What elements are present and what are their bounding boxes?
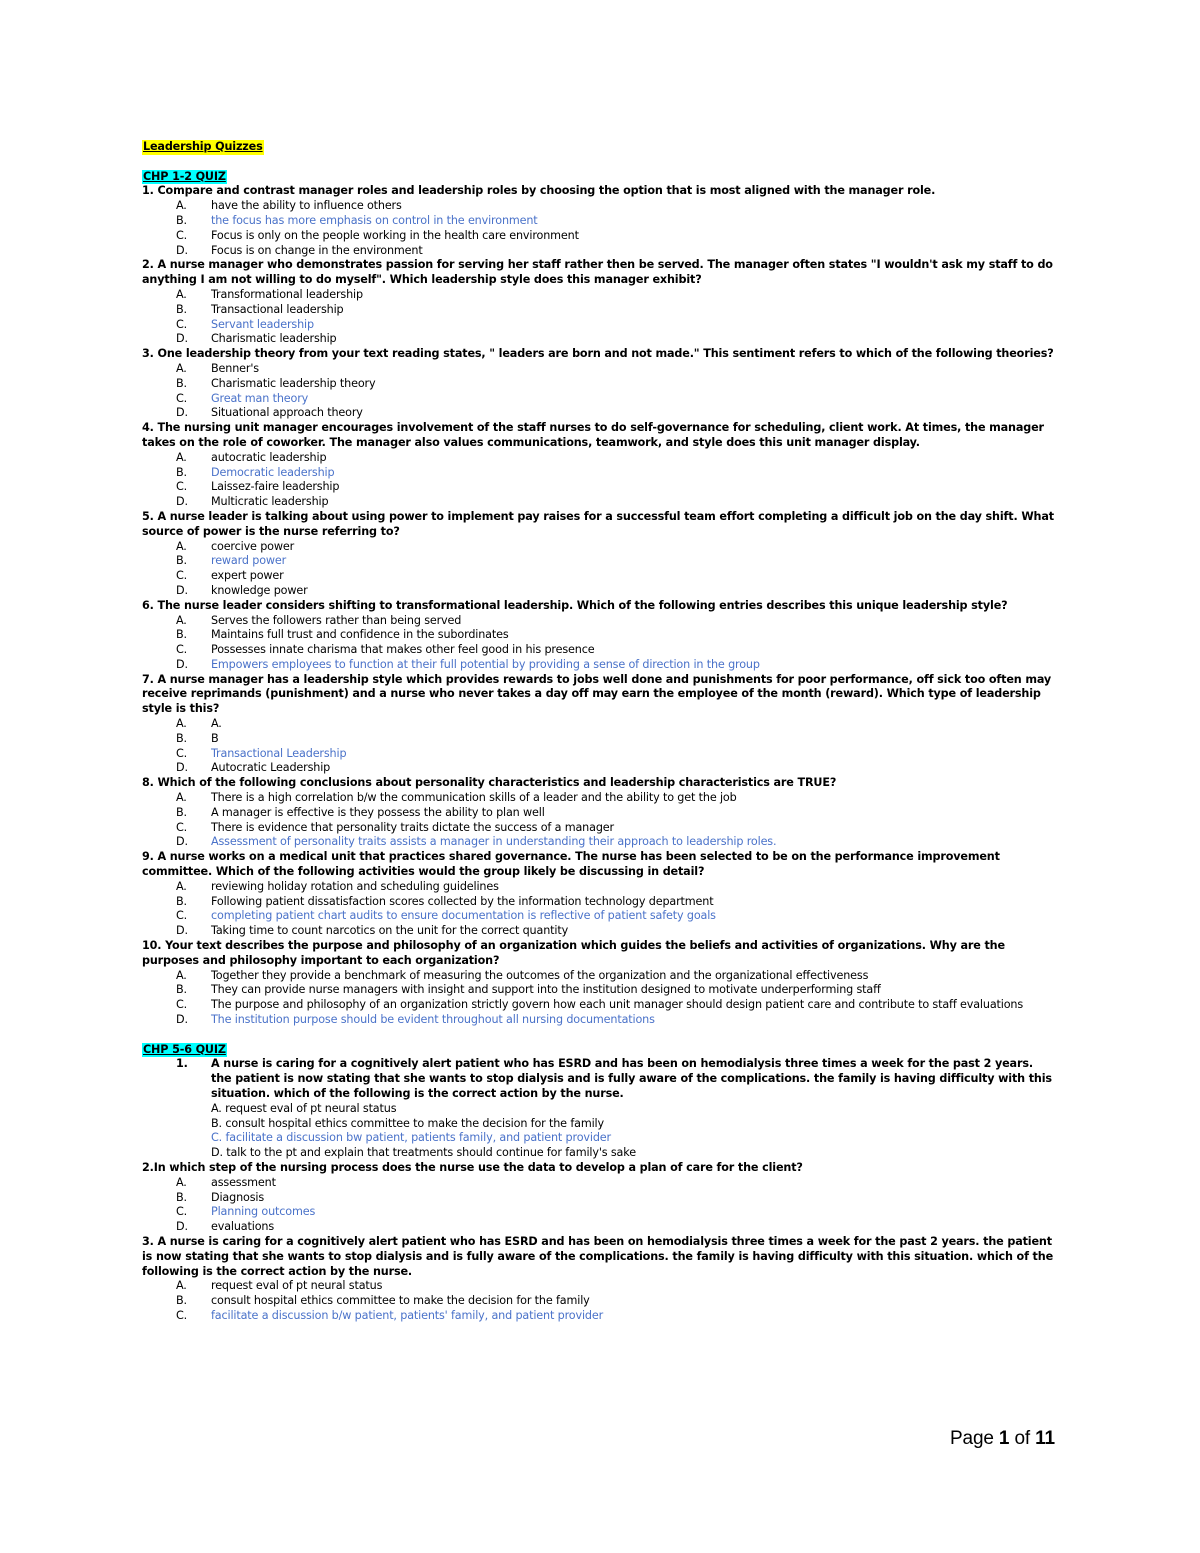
option-d: D. Focus is on change in the environment <box>176 243 423 257</box>
option-c: C. facilitate a discussion b/w patient, patients' family, and patient provider <box>176 1308 604 1322</box>
option-a: A. reviewing holiday rotation and scheduling guidelines <box>176 879 499 893</box>
option-a: A. request eval of pt neural status <box>176 1279 383 1293</box>
option-c: C. There is evidence that personality traits dictate the success of a manager <box>176 820 614 834</box>
option-a: A. Together they provide a benchmark of measuring the outcomes of the organization and the organizational effectiveness <box>176 968 869 982</box>
question-1 <box>142 184 1057 258</box>
correct-answer: Assessment of personality traits assists a manager in understanding their approach to leadership roles. <box>211 835 777 849</box>
option-b: B. Maintains full trust and confidence in the subordinates <box>176 628 509 642</box>
option-a: A. Transformational leadership <box>176 287 363 301</box>
option-c: C. expert power <box>176 569 284 583</box>
question-text: 2. A nurse manager who demonstrates passion for serving her staff rather then be served. The manager often states "I wouldn't ask my staff to do anything I am not willing to do myself". Which leadership style does this manager exhibit? <box>142 258 1053 287</box>
question-text: 2.In which step of the nursing process does the nurse use the data to develop a plan of care for the client? <box>142 1160 803 1174</box>
question-text: 7. A nurse manager has a leadership style which provides rewards to jobs well done and punishments for poor performance, off sick too often may receive reprimands (punishment) and a nurse who never takes a day off may earn the employee of the month (reward). Which type of leadership style is this? <box>142 672 1052 716</box>
option-a: A. coercive power <box>176 539 295 553</box>
option-d: D. Multicratic leadership <box>176 495 329 509</box>
option-d: D. Empowers employees to function at their full potential by providing a sense of direction in the group <box>176 657 760 671</box>
correct-answer: Great man theory <box>211 391 309 405</box>
question-5-6-1 <box>142 1057 1057 1161</box>
option-d: D. Taking time to count narcotics on the unit for the correct quantity <box>176 924 569 938</box>
option-b: B. the focus has more emphasis on control in the environment <box>176 213 538 227</box>
option-c: C. Possesses innate charisma that makes other feel good in his presence <box>176 643 595 657</box>
correct-answer: Planning outcomes <box>211 1205 316 1219</box>
question-text: 5. A nurse leader is talking about using power to implement pay raises for a successful team effort completing a difficult job on the day shift. What source of power is the nurse referring to? <box>142 509 1054 538</box>
option-a: A. A. <box>176 717 222 731</box>
option-a: A. autocratic leadership <box>176 450 327 464</box>
correct-answer: Transactional Leadership <box>211 746 347 760</box>
correct-answer: Democratic leadership <box>211 465 335 479</box>
option-d: D. evaluations <box>176 1220 275 1234</box>
option-d: D. The institution purpose should be evident throughout all nursing documentations <box>176 1013 655 1027</box>
option-a: A. assessment <box>176 1175 276 1189</box>
option-b: B. Following patient dissatisfaction scores collected by the information technology department <box>176 894 714 908</box>
question-7 <box>142 673 1057 777</box>
correct-answer: C. facilitate a discussion bw patient, patients family, and patient provider <box>211 1131 611 1145</box>
option-b: B. B <box>176 731 219 745</box>
option-b: B. consult hospital ethics committee to make the decision for the family <box>176 1294 590 1308</box>
option-b: B. consult hospital ethics committee to make the decision for the family <box>211 1116 604 1130</box>
question-text: 10. Your text describes the purpose and philosophy of an organization which guides the beliefs and activities of organizations. Why are the purposes and philosophy important to each organization? <box>142 939 1005 967</box>
question-5-6-3 <box>142 1235 1057 1324</box>
option-a: A. Serves the followers rather than being served <box>176 613 462 627</box>
correct-answer: The institution purpose should be evident throughout all nursing documentations <box>211 1013 655 1027</box>
option-d: D. knowledge power <box>176 583 308 597</box>
correct-answer: Servant leadership <box>211 317 314 331</box>
correct-answer: facilitate a discussion b/w patient, patients' family, and patient provider <box>211 1308 604 1322</box>
option-d: D. Assessment of personality traits assists a manager in understanding their approach to leadership roles. <box>176 835 777 849</box>
total-pages: 11 <box>1035 1428 1055 1449</box>
option-c: C. Great man theory <box>176 391 309 405</box>
option-c: C. The purpose and philosophy of an organization strictly govern how each unit manager should design patient care and contribute to staff evaluations <box>176 998 1024 1012</box>
option-b: B. A manager is effective is they possess the ability to plan well <box>176 805 545 819</box>
question-8 <box>142 776 1057 850</box>
question-2 <box>142 258 1057 347</box>
question-text: 1. A nurse is caring for a cognitively alert patient who has ESRD and has been on hemodialysis three times a week for the past 2 years. the patient is now stating that she wants to stop dialysis and is fully aware of the complications. the family is having difficulty with this situation. which of the following is the correct action by the nurse. <box>176 1057 1052 1100</box>
correct-answer: reward power <box>211 554 287 568</box>
option-d: D. Situational approach theory <box>176 406 363 420</box>
document-body <box>142 140 1057 1324</box>
option-b: B. Transactional leadership <box>176 302 344 316</box>
option-a: A. There is a high correlation b/w the communication skills of a leader and the ability to get the job <box>176 791 737 805</box>
question-text: 1. Compare and contrast manager roles and leadership roles by choosing the option that is most aligned with the manager role. <box>142 184 936 198</box>
option-c: C. Laissez-faire leadership <box>176 480 340 494</box>
question-10 <box>142 939 1057 1028</box>
correct-answer: Empowers employees to function at their full potential by providing a sense of direction in the group <box>211 657 760 671</box>
option-b: B. Democratic leadership <box>176 465 335 479</box>
option-a: A. have the ability to influence others <box>176 199 402 213</box>
option-b: B. Diagnosis <box>176 1190 265 1204</box>
option-d: D. Charismatic leadership <box>176 332 337 346</box>
question-3 <box>142 347 1057 421</box>
current-page: 1 <box>998 1428 1010 1449</box>
question-text: 3. One leadership theory from your text reading states, " leaders are born and not made." This sentiment refers to which of the following theories? <box>142 347 1054 361</box>
question-5-6-2 <box>142 1161 1057 1235</box>
option-a: A. Benner's <box>176 361 259 375</box>
question-text: 3. A nurse is caring for a cognitively alert patient who has ESRD and has been on hemodialysis three times a week for the past 2 years. the patient is now stating that she wants to stop dialysis and is fully aware of the complications. the family is having difficulty with this situation. which of the following is the correct action by the nurse. <box>142 1234 1054 1278</box>
document-title: Leadership Quizzes <box>143 140 263 153</box>
question-text: 4. The nursing unit manager encourages involvement of the staff nurses to do self-governance for scheduling, client work. At times, the manager takes on the role of coworker. The manager also values communications, teamwork, and style does this unit manager display. <box>142 421 1044 449</box>
option-a: A. request eval of pt neural status <box>211 1101 397 1115</box>
option-c: C. Focus is only on the people working in the health care environment <box>176 228 579 242</box>
option-c: C. completing patient chart audits to ensure documentation is reflective of patient safety goals <box>176 909 716 923</box>
correct-answer: completing patient chart audits to ensure documentation is reflective of patient safety goals <box>211 909 716 923</box>
correct-answer: the focus has more emphasis on control in the environment <box>211 213 538 227</box>
option-c: C. Servant leadership <box>176 317 314 331</box>
question-6 <box>142 599 1057 673</box>
option-b: B. They can provide nurse managers with insight and support into the institution designed to motivate underperforming staff <box>176 983 881 997</box>
question-text: 9. A nurse works on a medical unit that practices shared governance. The nurse has been selected to be on the performance improvement committee. Which of the following activities would the group likely be discussing in detail? <box>142 850 1000 879</box>
question-text: 6. The nurse leader considers shifting to transformational leadership. Which of the following entries describes this unique leadership style? <box>142 598 1008 612</box>
option-c: C. Transactional Leadership <box>176 746 347 760</box>
question-4 <box>142 421 1057 510</box>
question-5 <box>142 510 1057 599</box>
option-d: D. talk to the pt and explain that treatments should continue for family's sake <box>211 1146 636 1160</box>
option-b: B. Charismatic leadership theory <box>176 376 376 390</box>
option-d: D. Autocratic Leadership <box>176 761 331 775</box>
section-heading-chp-1-2: CHP 1-2 QUIZ <box>143 169 226 183</box>
section-heading-chp-5-6: CHP 5-6 QUIZ <box>143 1042 226 1056</box>
page-number: Page 1 of 11 <box>950 1428 1055 1449</box>
option-b: B. reward power <box>176 554 287 568</box>
question-9 <box>142 850 1057 939</box>
question-text: 8. Which of the following conclusions about personality characteristics and leadership characteristics are TRUE? <box>142 776 837 790</box>
option-c: C. Planning outcomes <box>176 1205 316 1219</box>
